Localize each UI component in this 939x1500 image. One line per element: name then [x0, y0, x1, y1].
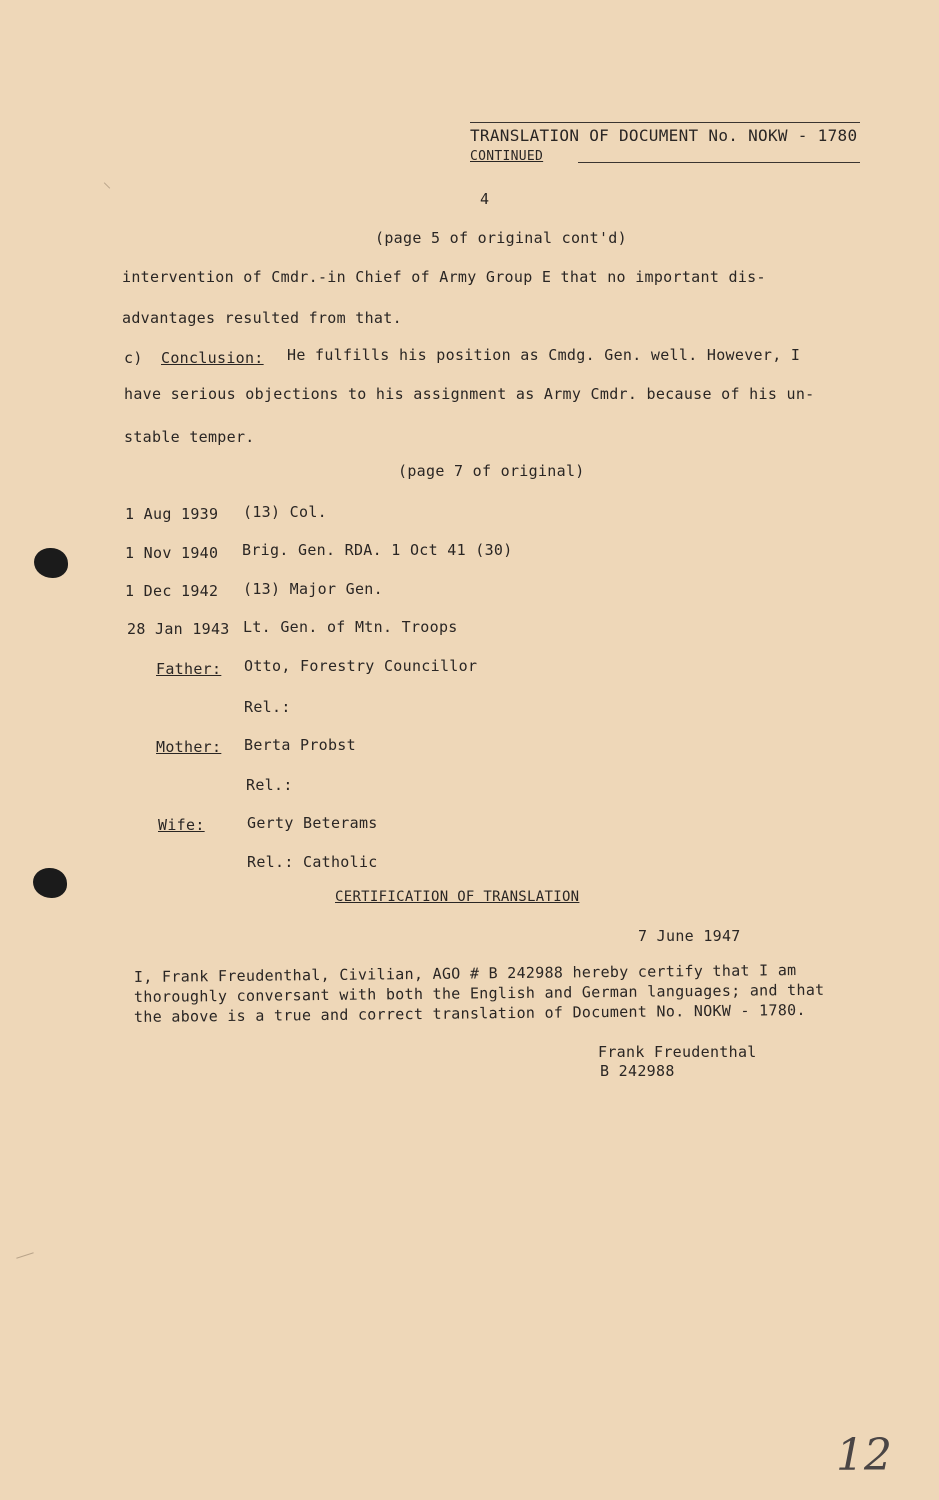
- page-reference-original-5: (page 5 of original cont'd): [375, 229, 627, 247]
- paragraph-line: have serious objections to his assignment as Army Cmdr. because of his un-: [124, 385, 815, 403]
- career-date: 28 Jan 1943: [127, 620, 230, 638]
- certification-date: 7 June 1947: [638, 927, 741, 945]
- career-detail: (13) Major Gen.: [243, 580, 383, 598]
- conclusion-prefix: c): [124, 349, 143, 367]
- certification-line: I, Frank Freudenthal, Civilian, AGO # B 242988 hereby certify that I am: [133, 961, 797, 986]
- paragraph-line: stable temper.: [124, 428, 255, 446]
- certification-line: thoroughly conversant with both the English and German languages; and that: [133, 980, 825, 1006]
- punch-hole-top: [34, 548, 68, 578]
- mother-religion: Rel.:: [246, 776, 293, 794]
- header-top-rule: [470, 122, 860, 123]
- wife-label: Wife:: [158, 816, 205, 834]
- career-detail: Lt. Gen. of Mtn. Troops: [243, 618, 458, 636]
- wife-value: Gerty Beterams: [247, 814, 378, 832]
- paper-speck: [16, 1252, 33, 1259]
- header-continued-rule: [578, 162, 860, 163]
- career-date: 1 Nov 1940: [125, 544, 219, 562]
- paragraph-line: intervention of Cmdr.-in Chief of Army Group E that no important dis-: [122, 268, 766, 286]
- signer-id: B 242988: [600, 1062, 675, 1080]
- wife-religion: Rel.: Catholic: [247, 853, 378, 871]
- father-religion: Rel.:: [244, 698, 291, 716]
- career-date: 1 Dec 1942: [125, 582, 219, 600]
- mother-label: Mother:: [156, 738, 222, 756]
- certification-line: the above is a true and correct translation of Document No. NOKW - 1780.: [133, 1000, 806, 1026]
- conclusion-text: He fulfills his position as Cmdg. Gen. well. However, I: [287, 346, 801, 364]
- father-value: Otto, Forestry Councillor: [244, 657, 478, 675]
- father-label: Father:: [156, 660, 222, 678]
- career-detail: (13) Col.: [243, 503, 327, 521]
- conclusion-label: Conclusion:: [161, 349, 264, 367]
- header-title: TRANSLATION OF DOCUMENT No. NOKW - 1780: [470, 126, 858, 145]
- signer-name: Frank Freudenthal: [598, 1043, 757, 1061]
- punch-hole-bottom: [33, 868, 67, 898]
- paper-speck: [104, 182, 110, 188]
- header-continued: CONTINUED: [470, 149, 544, 164]
- certification-title: CERTIFICATION OF TRANSLATION: [335, 889, 580, 905]
- page-number: 4: [480, 190, 490, 208]
- career-detail: Brig. Gen. RDA. 1 Oct 41 (30): [242, 541, 513, 559]
- page-reference-original-7: (page 7 of original): [398, 462, 585, 480]
- career-date: 1 Aug 1939: [125, 505, 219, 523]
- paragraph-line: advantages resulted from that.: [122, 309, 402, 327]
- handwritten-folio-number: 12: [836, 1430, 892, 1481]
- mother-value: Berta Probst: [244, 736, 356, 754]
